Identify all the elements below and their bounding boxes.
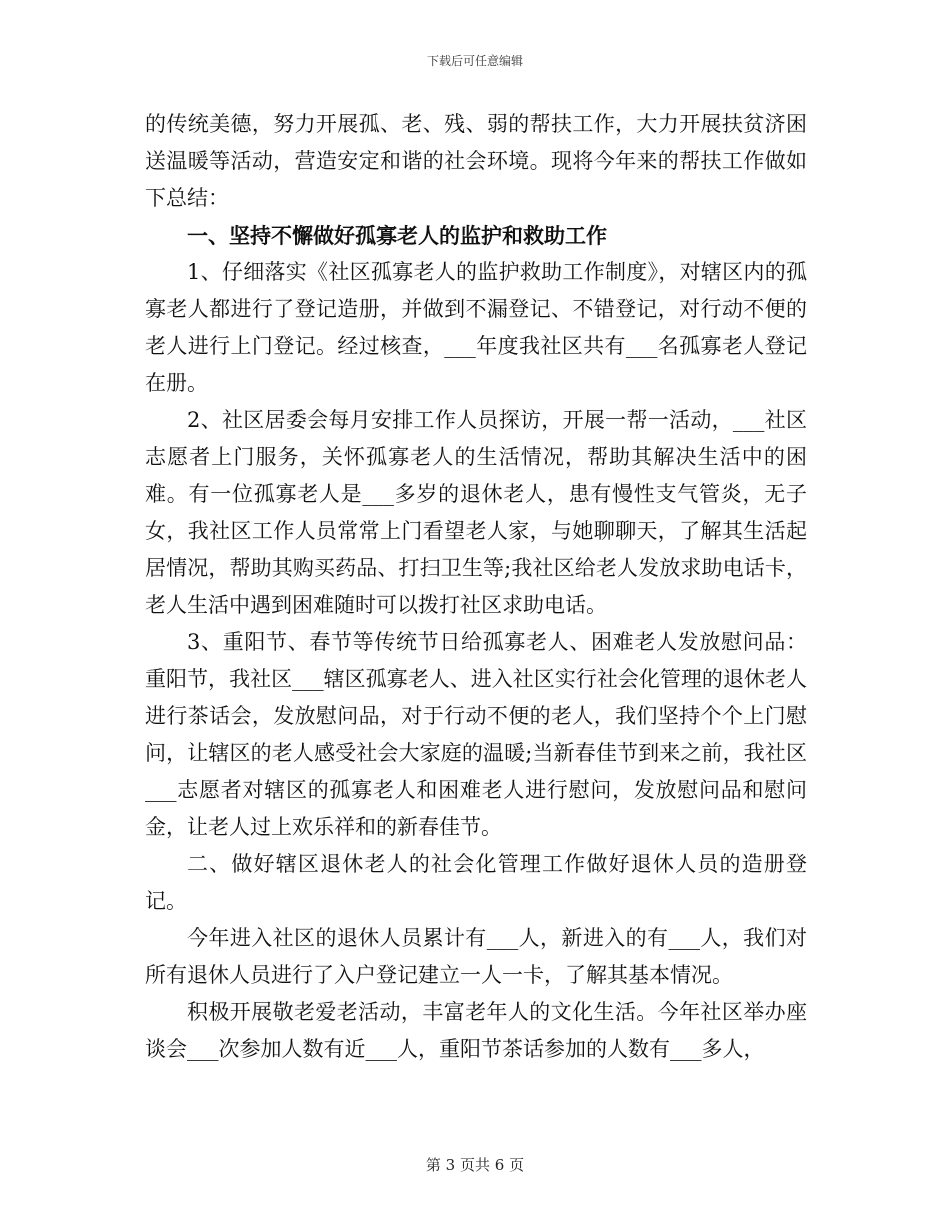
paragraph-activities: 积极开展敬老爱老活动，丰富老年人的文化生活。今年社区举办座谈会___次参加人数有近___人，重阳节茶话参加的人数有___多人， (145, 1000, 807, 1061)
section-heading-1: 一、坚持不懈做好孤寡老人的监护和救助工作 (187, 223, 607, 248)
paragraph-item-1: 1、仔细落实《社区孤寡老人的监护救助工作制度》，对辖区内的孤寡老人都进行了登记造册，并做到不漏登记、不错登记，对行动不便的老人进行上门登记。经过核查，___年度我社区共有___名孤寡老人登记在册。 (145, 260, 807, 395)
paragraph-item-2: 2、社区居委会每月安排工作人员探访，开展一帮一活动，___社区志愿者上门服务，关怀孤寡老人的生活情况，帮助其解决生活中的困难。有一位孤寡老人是___多岁的退休老人，患有慢性支气管炎，无子女，我社区工作人员常常上门看望老人家，与她聊聊天，了解其生活起居情况，帮助其购买药品、打扫卫生等;我社区给老人发放求助电话卡，老人生活中遇到困难随时可以拨打社区求助电话。 (145, 408, 807, 617)
paragraph-item-3: 3、重阳节、春节等传统节日给孤寡老人、困难老人发放慰问品：重阳节，我社区___辖区孤寡老人、进入社区实行社会化管理的退休老人进行茶话会，发放慰问品，对于行动不便的老人，我们坚持个个上门慰问，让辖区的老人感受社会大家庭的温暖;当新春佳节到来之前，我社区___志愿者对辖区的孤寡老人和困难老人进行慰问，发放慰问品和慰问金，让老人过上欢乐祥和的新春佳节。 (145, 630, 807, 839)
paragraph-retirees: 今年进入社区的退休人员累计有___人，新进入的有___人，我们对所有退休人员进行了入户登记建立一人一卡，了解其基本情况。 (145, 926, 807, 987)
document-body (145, 106, 807, 1068)
page-footer: 第 3 页共 6 页 (425, 1156, 525, 1174)
page-header: 下载后可任意编辑 (426, 54, 523, 68)
section-heading-2: 二、做好辖区退休老人的社会化管理工作做好退休人员的造册登记。 (145, 852, 807, 913)
paragraph-continued: 的传统美德，努力开展孤、老、残、弱的帮扶工作，大力开展扶贫济困送温暖等活动，营造安定和谐的社会环境。现将今年来的帮扶工作做如下总结： (145, 112, 807, 210)
